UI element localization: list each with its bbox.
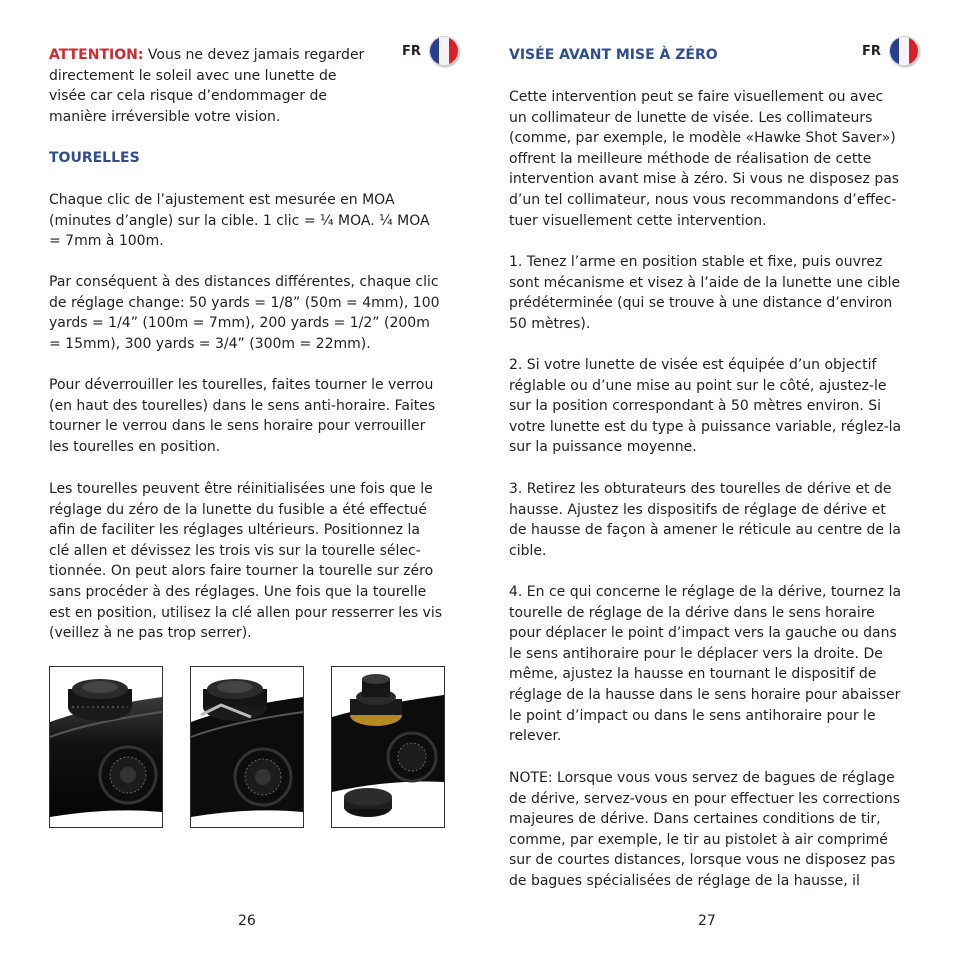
paragraph: Pour déverrouiller les tourelles, faites tourner le verrou (en haut des tourelles) dans le sens anti-horaire. Faites tourner le verrou dans le sens horaire pour verrouiller les tourelles en position. bbox=[49, 377, 436, 455]
french-flag-icon bbox=[889, 36, 919, 66]
attention-label: ATTENTION: bbox=[49, 47, 144, 63]
page-number-right: 27 bbox=[698, 913, 716, 929]
paragraph: 4. En ce qui concerne le réglage de la dérive, tournez la tourelle de réglage de la dérive dans le sens horaire pour déplacer le point d’impact vers la gauche ou dans le sens antihoraire pour le déplacer vers la droite. De même, ajustez la hausse en tournant le dispositif de réglage de la hausse dans le sens horaire pour abaisser le point d’impact ou dans le sens antihoraire pour le relever. bbox=[509, 584, 902, 745]
language-indicator-right bbox=[862, 36, 919, 66]
paragraph: Par conséquent à des distances différentes, chaque clic de réglage change: 50 yards = 1/8” (50m = 4mm), 100 yards = 1/4” (100m = 7mm), 200 yards = 1/2” (200m = 15mm), 300 yards = 3/4” (300m = 22mm). bbox=[49, 274, 440, 352]
french-flag-icon bbox=[429, 36, 459, 66]
paragraph: Chaque clic de l’ajustement est mesurée en MOA (minutes d’angle) sur la cible. 1 clic = ¼ MOA. ¼ MOA = 7mm à 100m. bbox=[49, 192, 430, 250]
language-code: FR bbox=[402, 43, 421, 59]
paragraph: NOTE: Lorsque vous vous servez de bagues de réglage de dérive, servez-vous en pour effectuer les corrections majeures de dérive. Dans certaines conditions de tir, comme, par exemple, le tir au pistolet à air comprimé sur de courtes distances, lorsque vous ne disposez pas de bagues spécialisées de réglage de la hausse, il bbox=[509, 770, 901, 889]
paragraph: 3. Retirez les obturateurs des tourelles de dérive et de hausse. Ajustez les dispositifs de réglage de dérive et de hausse de façon à amener le réticule au centre de la cible. bbox=[509, 481, 901, 559]
paragraph: Les tourelles peuvent être réinitialisées une fois que le réglage du zéro de la lunette du fusible a été effectué afin de faciliter les réglages ultérieurs. Positionnez la clé allen et dévissez les trois vis sur la tourelle sélec-tionnée. On peut alors faire tourner la tourelle sur zéro sans procéder à des réglages. Une fois que la tourelle est en position, utilisez la clé allen pour resserrer les vis (veillez à ne pas trop serrer). bbox=[49, 481, 443, 642]
paragraph: 1. Tenez l’arme en position stable et fixe, puis ouvrez sont mécanisme et visez à l’aide de la lunette une cible prédéterminée (qui se trouve à une distance d’environ 50 mètres). bbox=[509, 254, 901, 332]
turret-photo-2 bbox=[190, 666, 304, 828]
section-heading-visee: VISÉE AVANT MISE À ZÉRO bbox=[509, 47, 718, 63]
turret-photo-1 bbox=[49, 666, 163, 828]
section-heading-tourelles: TOURELLES bbox=[49, 150, 140, 166]
attention-text: Vous ne devez jamais regarder directement le soleil avec une lunette de visée car cela risque d’endommager de manière irréversible votre vision. bbox=[49, 47, 365, 125]
turret-photo-3 bbox=[331, 666, 445, 828]
attention-paragraph bbox=[49, 45, 369, 127]
language-indicator-left bbox=[402, 36, 459, 66]
language-code: FR bbox=[862, 43, 881, 59]
page-number-left: 26 bbox=[238, 913, 256, 929]
paragraph: Cette intervention peut se faire visuellement ou avec un collimateur de lunette de visée. Les collimateurs (comme, par exemple, le modèle «Hawke Shot Saver») offrent la meilleure méthode de réalisation de cette intervention avant mise à zéro. Si vous ne disposez pas d’un tel collimateur, nous vous recommandons d’effec-tuer visuellement cette intervention. bbox=[509, 89, 900, 229]
paragraph: 2. Si votre lunette de visée est équipée d’un objectif réglable ou d’une mise au point sur le côté, ajustez-le sur la position correspondant à 50 mètres environ. Si votre lunette est du type à puissance variable, réglez-la sur la puissance moyenne. bbox=[509, 357, 902, 456]
